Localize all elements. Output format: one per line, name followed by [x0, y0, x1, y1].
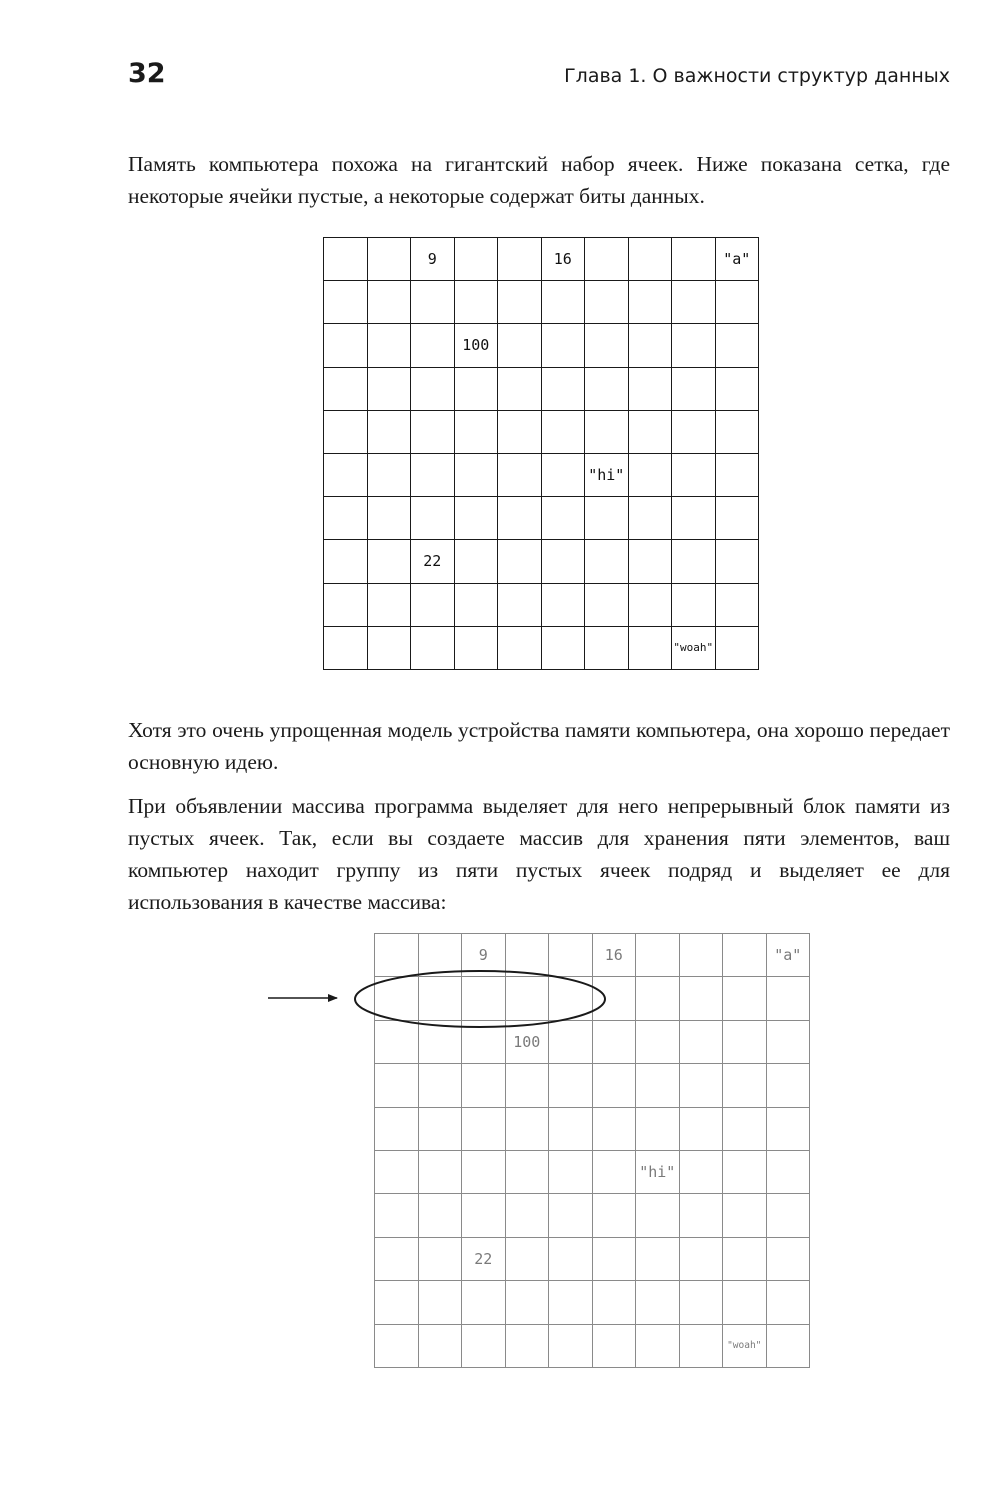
memory-cell-cell [454, 540, 498, 583]
array-memory-cell-cell [549, 1107, 593, 1150]
page-number: 32 [128, 58, 166, 89]
array-memory-cell-cell [636, 934, 680, 977]
memory-cell-cell [628, 626, 672, 669]
memory-cell-cell [585, 583, 629, 626]
array-memory-cell-cell [375, 1194, 419, 1237]
array-memory-cell-cell [462, 1020, 506, 1063]
array-memory-cell-cell [766, 1107, 810, 1150]
memory-cell-cell [672, 540, 716, 583]
memory-cell-row [324, 281, 759, 324]
memory-cell-cell [715, 281, 759, 324]
array-memory-cell-cell [723, 977, 767, 1020]
memory-cell-cell [367, 367, 411, 410]
memory-cell-cell [672, 453, 716, 496]
array-memory-cell-cell [592, 1020, 636, 1063]
memory-cell-cell [454, 497, 498, 540]
memory-cell-cell [628, 367, 672, 410]
array-memory-cell-cell: "a" [766, 934, 810, 977]
array-memory-cell-cell [418, 977, 462, 1020]
array-memory-cell-cell [418, 1324, 462, 1367]
array-memory-cell-row [375, 1150, 810, 1193]
array-memory-cell-cell [375, 977, 419, 1020]
memory-cell-cell [541, 540, 585, 583]
array-memory-cell-cell [418, 1150, 462, 1193]
memory-cell-cell [715, 497, 759, 540]
array-memory-cell-cell [766, 1064, 810, 1107]
memory-cell-cell [411, 583, 455, 626]
memory-cell-cell [324, 583, 368, 626]
memory-cell-cell [672, 497, 716, 540]
array-memory-cell-cell [679, 1020, 723, 1063]
memory-cell-cell [454, 367, 498, 410]
memory-cell-cell: "a" [715, 238, 759, 281]
array-memory-cell-cell [723, 1194, 767, 1237]
memory-cell-cell [498, 583, 542, 626]
memory-grid-array [374, 933, 810, 1368]
memory-cell-cell: "hi" [585, 453, 629, 496]
memory-cell-cell [541, 583, 585, 626]
array-memory-cell-row [375, 1194, 810, 1237]
array-memory-cell-cell [636, 1064, 680, 1107]
array-memory-cell-cell [592, 1281, 636, 1324]
array-memory-cell-cell [636, 1281, 680, 1324]
memory-cell-cell [498, 367, 542, 410]
memory-cell-cell [541, 324, 585, 367]
array-memory-cell-cell [418, 1064, 462, 1107]
memory-cell-cell [628, 238, 672, 281]
memory-cell-cell [411, 453, 455, 496]
array-memory-cell-cell [375, 1107, 419, 1150]
memory-cell-cell [367, 626, 411, 669]
memory-cell-cell [367, 453, 411, 496]
array-memory-cell-cell [679, 1194, 723, 1237]
array-memory-cell-cell [592, 1194, 636, 1237]
memory-cell-cell [498, 410, 542, 453]
memory-cell-cell [367, 238, 411, 281]
array-memory-cell-cell [636, 1324, 680, 1367]
memory-cell-row [324, 367, 759, 410]
memory-cell-cell [541, 497, 585, 540]
memory-cell-cell [411, 497, 455, 540]
array-memory-cell-cell [679, 1107, 723, 1150]
memory-cell-cell [628, 324, 672, 367]
array-memory-cell-cell [505, 1064, 549, 1107]
array-memory-cell-cell [462, 1324, 506, 1367]
memory-cell-row [324, 324, 759, 367]
array-memory-cell-cell [549, 1237, 593, 1280]
array-memory-cell-cell [592, 1064, 636, 1107]
array-memory-cell-cell [723, 1020, 767, 1063]
memory-cell-cell: 22 [411, 540, 455, 583]
array-memory-cell-cell [723, 1064, 767, 1107]
array-memory-cell-cell [766, 1237, 810, 1280]
array-memory-cell-cell [592, 1324, 636, 1367]
memory-cell-cell [411, 367, 455, 410]
memory-cell-cell [324, 453, 368, 496]
array-memory-cell-cell [418, 1020, 462, 1063]
memory-cell-cell [628, 410, 672, 453]
array-memory-cell-cell [418, 1194, 462, 1237]
array-memory-cell-cell [592, 1150, 636, 1193]
memory-cell-cell [367, 281, 411, 324]
array-memory-cell-cell [636, 977, 680, 1020]
memory-cell-cell [585, 324, 629, 367]
array-memory-cell-cell [375, 1324, 419, 1367]
array-memory-cell-cell [375, 1281, 419, 1324]
array-memory-cell-cell [549, 1324, 593, 1367]
memory-cell-cell [672, 367, 716, 410]
array-memory-cell-cell [592, 1237, 636, 1280]
memory-cell-cell [324, 626, 368, 669]
array-memory-cell-cell [723, 1107, 767, 1150]
memory-cell-row [324, 540, 759, 583]
array-memory-cell-cell [679, 1324, 723, 1367]
array-memory-cell-cell [766, 1194, 810, 1237]
array-memory-cell-cell [375, 1020, 419, 1063]
memory-cell-row [324, 238, 759, 281]
array-memory-cell-cell [592, 1107, 636, 1150]
array-memory-cell-row [375, 1237, 810, 1280]
array-memory-cell-cell: "hi" [636, 1150, 680, 1193]
memory-cell-cell [324, 281, 368, 324]
array-memory-cell-cell [375, 1064, 419, 1107]
memory-cell-cell [498, 324, 542, 367]
paragraph-model-note: Хотя это очень упрощенная модель устройства памяти компьютера, она хорошо передает основную идею. [128, 718, 950, 774]
array-memory-cell-cell [505, 1107, 549, 1150]
memory-cell-cell [411, 324, 455, 367]
array-memory-cell-cell [549, 1150, 593, 1193]
memory-cell-cell [628, 540, 672, 583]
memory-cell-cell [672, 583, 716, 626]
array-memory-cell-cell [679, 1237, 723, 1280]
memory-cell-cell [454, 238, 498, 281]
array-memory-cell-cell [418, 1107, 462, 1150]
memory-cell-cell [454, 453, 498, 496]
memory-cell-cell [367, 540, 411, 583]
memory-cell-cell [324, 497, 368, 540]
array-memory-cell-cell [418, 1281, 462, 1324]
memory-cell-cell [454, 583, 498, 626]
memory-grid [323, 237, 759, 670]
array-memory-cell-cell [462, 977, 506, 1020]
memory-cell-cell [498, 281, 542, 324]
memory-cell-cell: 9 [411, 238, 455, 281]
array-memory-cell-cell [723, 1281, 767, 1324]
array-memory-cell-cell [505, 1324, 549, 1367]
memory-cell-row [324, 453, 759, 496]
array-memory-cell-cell [462, 1064, 506, 1107]
memory-cell-cell [324, 238, 368, 281]
array-memory-cell-cell [549, 934, 593, 977]
array-memory-cell-cell [766, 977, 810, 1020]
array-memory-cell-cell [418, 1237, 462, 1280]
memory-cell-cell [367, 410, 411, 453]
memory-cell-cell [585, 238, 629, 281]
memory-cell-cell [367, 324, 411, 367]
memory-cell-cell [715, 626, 759, 669]
memory-cell-row [324, 410, 759, 453]
memory-cell-cell [585, 281, 629, 324]
array-memory-cell-cell [723, 1237, 767, 1280]
array-memory-cell-cell [375, 1237, 419, 1280]
array-memory-cell-row [375, 1324, 810, 1367]
array-memory-cell-row [375, 1107, 810, 1150]
memory-cell-cell [498, 626, 542, 669]
memory-cell-cell: "woah" [672, 626, 716, 669]
memory-cell-cell [585, 626, 629, 669]
memory-cell-cell [672, 238, 716, 281]
array-memory-cell-cell [679, 1064, 723, 1107]
memory-cell-cell [585, 540, 629, 583]
array-memory-cell-cell [636, 1237, 680, 1280]
memory-cell-cell: 16 [541, 238, 585, 281]
memory-cell-cell [498, 540, 542, 583]
memory-cell-cell [367, 583, 411, 626]
memory-cell-cell [715, 410, 759, 453]
array-memory-cell-cell [723, 934, 767, 977]
array-memory-cell-cell [462, 1150, 506, 1193]
array-memory-cell-cell [636, 1194, 680, 1237]
memory-cell-cell [628, 281, 672, 324]
array-memory-cell-cell [375, 934, 419, 977]
array-memory-cell-cell [505, 977, 549, 1020]
array-memory-cell-cell: 100 [505, 1020, 549, 1063]
memory-cell-cell [498, 497, 542, 540]
memory-cell-cell [715, 367, 759, 410]
memory-cell-cell [672, 410, 716, 453]
array-memory-cell-cell [549, 1020, 593, 1063]
chapter-title: Глава 1. О важности структур данных [564, 65, 950, 87]
array-memory-cell-cell [679, 1150, 723, 1193]
array-memory-cell-cell [679, 1281, 723, 1324]
array-memory-cell-row [375, 977, 810, 1020]
array-memory-cell-cell [505, 934, 549, 977]
array-memory-cell-row [375, 1064, 810, 1107]
memory-cell-cell [628, 583, 672, 626]
memory-cell-row [324, 583, 759, 626]
memory-cell-row [324, 497, 759, 540]
array-memory-cell-cell: 9 [462, 934, 506, 977]
memory-cell-cell [324, 540, 368, 583]
memory-cell-cell [628, 453, 672, 496]
memory-cell-row [324, 626, 759, 669]
array-memory-cell-cell [766, 1281, 810, 1324]
array-memory-cell-row [375, 1020, 810, 1063]
memory-cell-cell [454, 281, 498, 324]
memory-cell-cell [411, 281, 455, 324]
array-memory-cell-cell [636, 1107, 680, 1150]
memory-cell-cell [541, 281, 585, 324]
memory-cell-cell [715, 453, 759, 496]
memory-cell-cell [411, 410, 455, 453]
array-memory-cell-cell [505, 1150, 549, 1193]
array-memory-cell-cell [679, 977, 723, 1020]
memory-cell-cell [672, 324, 716, 367]
memory-cell-cell [411, 626, 455, 669]
memory-cell-cell [324, 410, 368, 453]
array-memory-cell-cell [679, 934, 723, 977]
memory-cell-cell [628, 497, 672, 540]
array-memory-cell-cell [766, 1150, 810, 1193]
memory-cell-cell: 100 [454, 324, 498, 367]
array-memory-cell-cell [549, 1194, 593, 1237]
memory-cell-cell [585, 497, 629, 540]
array-memory-cell-cell [375, 1150, 419, 1193]
array-memory-cell-cell [549, 1064, 593, 1107]
memory-cell-cell [498, 453, 542, 496]
memory-cell-cell [672, 281, 716, 324]
array-memory-cell-cell: "woah" [723, 1324, 767, 1367]
array-memory-cell-cell [549, 1281, 593, 1324]
array-memory-cell-cell [462, 1281, 506, 1324]
memory-cell-cell [324, 367, 368, 410]
memory-cell-cell [585, 410, 629, 453]
array-memory-cell-cell [505, 1237, 549, 1280]
memory-cell-cell [715, 540, 759, 583]
memory-cell-cell [541, 367, 585, 410]
memory-cell-cell [715, 324, 759, 367]
memory-cell-cell [367, 497, 411, 540]
array-memory-cell-cell: 16 [592, 934, 636, 977]
array-memory-cell-cell [636, 1020, 680, 1063]
memory-cell-cell [454, 410, 498, 453]
array-memory-cell-cell [462, 1107, 506, 1150]
array-memory-cell-cell [592, 977, 636, 1020]
memory-cell-cell [498, 238, 542, 281]
array-memory-cell-cell [462, 1194, 506, 1237]
array-memory-cell-cell [766, 1020, 810, 1063]
array-memory-cell-cell [505, 1281, 549, 1324]
array-memory-cell-cell: 22 [462, 1237, 506, 1280]
array-memory-cell-row [375, 934, 810, 977]
memory-cell-cell [324, 324, 368, 367]
memory-cell-cell [541, 453, 585, 496]
array-memory-cell-cell [549, 977, 593, 1020]
array-memory-cell-cell [766, 1324, 810, 1367]
memory-cell-cell [715, 583, 759, 626]
array-memory-cell-cell [505, 1194, 549, 1237]
memory-cell-cell [541, 626, 585, 669]
memory-cell-cell [454, 626, 498, 669]
paragraph-memory-intro: Память компьютера похожа на гигантский набор ячеек. Ниже показана сетка, где некоторые ячейки пустые, а некоторые содержат биты данных. [128, 152, 950, 208]
array-memory-cell-cell [723, 1150, 767, 1193]
memory-cell-cell [541, 410, 585, 453]
paragraph-array-allocation: При объявлении массива программа выделяет для него непрерывный блок памяти из пустых ячеек. Так, если вы создаете массив для хранения пяти элементов, ваш компьютер находит группу из пяти пустых ячеек подряд и выделяет ее для использования в качестве массива: [128, 794, 950, 914]
array-memory-cell-cell [418, 934, 462, 977]
array-memory-cell-row [375, 1281, 810, 1324]
memory-cell-cell [585, 367, 629, 410]
